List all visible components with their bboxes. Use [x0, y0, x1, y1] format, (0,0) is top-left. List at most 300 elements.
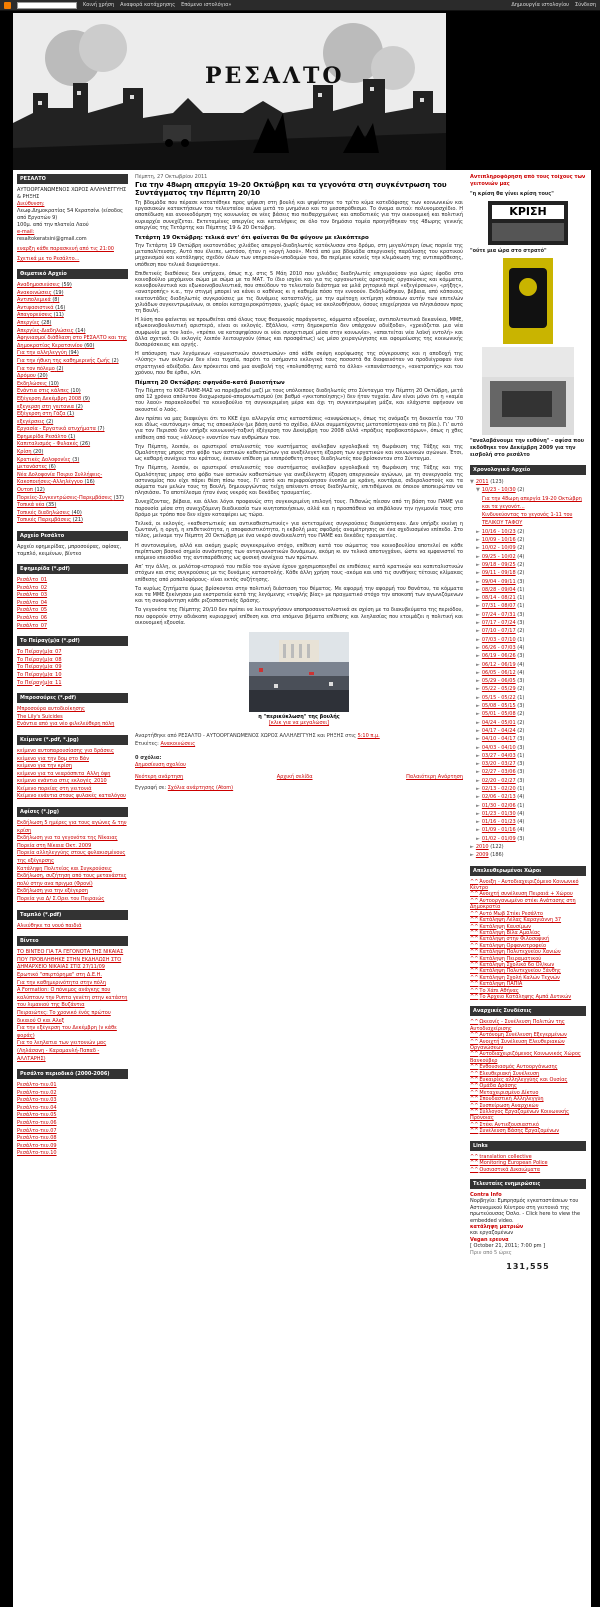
archive-range-open[interactable]: ▼ 10/23 - 10/30 (2): [476, 487, 525, 494]
archive-range-link[interactable]: 10/16 - 10/23: [481, 528, 516, 535]
archive-range[interactable]: [470, 578, 586, 586]
list-item-link[interactable]: Εκδήλωση, συζήτηση από τους μετανάστες πολύ στην ανα πριγμα (Φρονί): [17, 873, 127, 887]
list-item-link[interactable]: Πορείες-Συγκεντρώσεις-Παρεμβάσεις: [17, 494, 113, 501]
collapse-triangle-icon[interactable]: ►: [470, 852, 474, 859]
archive-range-link[interactable]: 04/24 - 05/01: [481, 719, 516, 726]
collapse-triangle-icon[interactable]: ►: [476, 586, 480, 593]
poster-responsibility-image[interactable]: [482, 347, 574, 435]
list-item[interactable]: [470, 1039, 586, 1052]
blog-title[interactable]: ΡΕΣΑΛΤΟ: [205, 63, 345, 89]
list-item-link[interactable]: Ενθουσιασμός Αυτοοργάνωσης: [479, 1064, 558, 1071]
collapse-triangle-icon[interactable]: ►: [476, 761, 480, 768]
list-item-link[interactable]: Κείμενο ενάντια στους φυλακές καταλόγου: [17, 793, 126, 800]
list-item[interactable]: [17, 396, 128, 404]
list-item-link[interactable]: Ρεσάλτο_05: [17, 607, 48, 614]
list-item[interactable]: [17, 449, 128, 457]
collapse-triangle-icon[interactable]: ►: [470, 844, 474, 851]
list-item-link[interactable]: Κείμενο πορείας στη γειτονιά: [17, 785, 92, 792]
list-item-link[interactable]: Ερωτικό "σπιρτόρημα" στη Δ.Ε.Η.: [17, 971, 102, 978]
list-item-link[interactable]: κείμενο για την κρίση: [17, 763, 72, 770]
list-item-link[interactable]: Κατάληψη Ορφανοτροφείο: [479, 942, 547, 949]
list-item-link[interactable]: Κατάληψη Βίλα Αμαλίας: [479, 929, 541, 936]
archive-range[interactable]: [470, 594, 586, 602]
activity-source-link[interactable]: κατάληψη ματριών: [470, 1223, 524, 1230]
archive-range[interactable]: [470, 810, 586, 818]
collapse-triangle-icon[interactable]: ►: [476, 810, 480, 817]
list-item-link[interactable]: Το Πείραγ(μ)α_09: [17, 664, 62, 671]
archive-range-link[interactable]: 07/10 - 07/17: [481, 628, 516, 635]
archive-range-link[interactable]: 05/08 - 05/15: [481, 703, 516, 710]
list-item-link[interactable]: κείμενο ενάντια στις εκλογές_2010: [17, 778, 107, 785]
list-item[interactable]: [17, 835, 128, 843]
list-item-link[interactable]: Ρεσάλτο_01: [17, 577, 48, 583]
list-item-link[interactable]: κείμενο για την δομ στο Βάν: [17, 755, 89, 762]
list-item[interactable]: [17, 358, 128, 366]
list-item-link[interactable]: κείμενο αυτοπαρουσίασης για δράσεις: [17, 747, 114, 754]
list-item[interactable]: [470, 1167, 586, 1173]
list-item[interactable]: [17, 778, 128, 786]
list-item-link[interactable]: Πορεία στη Νίκαια Οκτ. 2009: [17, 842, 92, 849]
list-item-link[interactable]: Κατάληψη Πολιτείας και Συγκρούσεις: [17, 865, 112, 872]
subscribe-link[interactable]: Σχόλια ανάρτησης (Atom): [167, 784, 234, 791]
list-item-link[interactable]: Αυτόνομη Συνέλευση Εξεγερμένων: [479, 1032, 567, 1039]
list-item-link[interactable]: Απεργίες-Διαδηλώσεις: [17, 327, 74, 334]
post-photo[interactable]: [249, 632, 349, 712]
archive-range-link[interactable]: 02/06 - 02/13: [481, 794, 516, 801]
list-item-link[interactable]: Ρεσάλτο_06: [17, 614, 48, 621]
expand-triangle-icon[interactable]: ▼: [470, 479, 474, 485]
list-item-link[interactable]: Εκδήλωση 5 ημέρες για τους αγώνες & την κρίση: [17, 820, 127, 834]
archive-range-link[interactable]: 04/17 - 04/24: [481, 727, 516, 734]
list-item-link[interactable]: Νέα Δολοφονία Ποιριο Συλλήψεις-Κακοποιήσεις-Αλληλέγγυο: [17, 471, 103, 486]
list-item-link[interactable]: Το Άρχειο Κατάληψης Αμπά Δυτικών: [479, 993, 572, 1000]
list-item-link[interactable]: Εξέγερση στη Γάζα: [17, 411, 66, 418]
list-item-link[interactable]: Ενάντια από για νέο φιλελεύθερη πόλη: [17, 721, 115, 728]
list-item-link[interactable]: Ρεσάλτο-τευ.03: [17, 1097, 57, 1104]
list-item[interactable]: [17, 623, 128, 631]
archive-range-link[interactable]: 01/09 - 01/16: [481, 827, 516, 834]
archive-range[interactable]: [470, 826, 586, 834]
archive-range-link[interactable]: 02/13 - 02/20: [481, 785, 516, 792]
list-item[interactable]: [17, 404, 128, 412]
list-item-link[interactable]: Εφημερίδα Ρεσάλτο: [17, 433, 67, 440]
blog-header[interactable]: [13, 13, 446, 170]
post-title[interactable]: Για την 48ωρη απεργία 19-20 Οκτώβρη και τα γεγονότα στη συγκέντρωση του Συντάγματος την Πέμπτη 20/10: [135, 181, 447, 197]
list-item-link[interactable]: Ρεσάλτο_02: [17, 584, 48, 591]
home-link[interactable]: Αρχική σελίδα: [276, 773, 313, 780]
poster-army-image[interactable]: [503, 258, 553, 344]
list-item-link[interactable]: Εκδηλώσεις: [17, 380, 47, 387]
list-item-link[interactable]: Κατάληψη ΠΑΠΙΑ: [479, 981, 523, 988]
list-item-link[interactable]: Κατάληψη Πειραματικού: [479, 955, 542, 962]
list-item[interactable]: [17, 373, 128, 381]
archive-range[interactable]: [470, 752, 586, 760]
list-item[interactable]: [470, 1051, 586, 1064]
list-item-link[interactable]: Εργασία - Εργατικά ατυχήματα: [17, 426, 96, 433]
list-item-link[interactable]: Κατάληψη Καυσίμων: [479, 923, 531, 930]
collapse-triangle-icon[interactable]: ►: [476, 661, 480, 668]
activity-source-link[interactable]: Vegan ερευνα: [470, 1236, 509, 1243]
list-item[interactable]: [17, 312, 128, 320]
archive-year-link[interactable]: 2009: [475, 852, 489, 859]
list-item[interactable]: [17, 1112, 128, 1120]
list-item[interactable]: [17, 1135, 128, 1143]
newer-post-link[interactable]: Νεότερη ανάρτηση: [135, 773, 184, 780]
archive-range-link[interactable]: 04/10 - 04/17: [481, 736, 516, 743]
archive-range-link[interactable]: 10/02 - 10/09: [481, 545, 516, 552]
list-item[interactable]: [470, 1128, 586, 1134]
list-item-link[interactable]: Το Πείραγ(μ)α_07: [17, 649, 62, 656]
list-item-link[interactable]: Ωκεανίς - Συνέλευση Πολιτών της Αυτοδιαχείρισης: [470, 1019, 565, 1032]
archive-range[interactable]: [470, 677, 586, 685]
archive-range-link[interactable]: 06/12 - 06/19: [481, 661, 516, 668]
list-item-link[interactable]: Για την καθημερινότητα στην πόλη: [17, 979, 106, 986]
list-item-link[interactable]: Τοπικές Παρεμβάσεις: [17, 517, 72, 524]
activity-source-link[interactable]: Contra Info: [470, 1191, 502, 1198]
archive-range-link[interactable]: 03/27 - 04/03: [481, 752, 516, 759]
collapse-triangle-icon[interactable]: ►: [476, 528, 480, 535]
collapse-triangle-icon[interactable]: ►: [476, 802, 480, 809]
collapse-triangle-icon[interactable]: ►: [476, 769, 480, 776]
archive-range-link[interactable]: 06/05 - 06/12: [481, 669, 516, 676]
list-item-link[interactable]: Ρεσάλτο-τευ.04: [17, 1104, 57, 1111]
list-item[interactable]: [17, 426, 128, 434]
archive-range[interactable]: [470, 652, 586, 660]
collapse-triangle-icon[interactable]: ►: [476, 570, 480, 577]
archive-year-link[interactable]: 2010: [475, 844, 489, 851]
nav-share-link[interactable]: Κοινή χρήση: [83, 2, 115, 8]
list-item-link[interactable]: Τοπικά νέα: [17, 502, 45, 509]
list-item-link[interactable]: A Formation: Ο πόνεμος ανάγκης που καλύπτουν την Ρυπτα γενέτη στην κατάστη του λιμανιού της Βυζάντια: [17, 987, 128, 1009]
collapse-triangle-icon[interactable]: ►: [476, 827, 480, 834]
collapse-triangle-icon[interactable]: ►: [476, 669, 480, 676]
list-item[interactable]: [470, 879, 586, 892]
archive-range[interactable]: [470, 586, 586, 594]
archive-year-2011[interactable]: ▼ 2011 (123): [470, 479, 504, 485]
list-item-link[interactable]: Monitoring European Police: [479, 1160, 548, 1167]
list-item[interactable]: [17, 763, 128, 771]
list-item[interactable]: [17, 949, 128, 972]
collapse-triangle-icon[interactable]: ►: [476, 537, 480, 544]
list-item[interactable]: [17, 502, 128, 510]
list-item[interactable]: [17, 680, 128, 688]
list-item[interactable]: [17, 987, 128, 1010]
list-item-link[interactable]: Ευκαιρίες αλληλεγγύης και Ουσίας: [479, 1077, 568, 1084]
list-item[interactable]: [17, 592, 128, 600]
list-item[interactable]: [17, 320, 128, 328]
collapse-triangle-icon[interactable]: ►: [476, 777, 480, 784]
list-item-link[interactable]: Ρεσάλτο-τευ.09: [17, 1142, 57, 1149]
list-item-link[interactable]: κείμενο για τα νεαρόσπιτα_Αλλη όψη: [17, 770, 111, 777]
list-item-link[interactable]: Πορεία αλληλεγγύης στους φυλακισμένους της εξέγερσης: [17, 850, 126, 865]
collapse-triangle-icon[interactable]: ►: [476, 727, 480, 734]
address-link[interactable]: Διεύθυνση:: [17, 201, 45, 207]
archive-range-link[interactable]: 01/16 - 01/23: [481, 819, 516, 826]
archive-range[interactable]: [470, 710, 586, 718]
list-item-link[interactable]: μετανάστες: [17, 464, 48, 471]
collapse-triangle-icon[interactable]: ►: [476, 578, 480, 585]
list-item-link[interactable]: Ρεσάλτο-τευ.10: [17, 1150, 57, 1157]
list-item-link[interactable]: Κρατικές Δολοφονίες: [17, 456, 71, 463]
list-item-link[interactable]: Ομάδα Δράσης: [479, 1083, 517, 1090]
collapse-triangle-icon[interactable]: ►: [476, 636, 480, 643]
list-item[interactable]: [17, 441, 128, 449]
archive-range[interactable]: [470, 702, 586, 710]
list-item[interactable]: [17, 672, 128, 680]
archive-range-link[interactable]: 09/25 - 10/02: [481, 553, 516, 560]
archive-range[interactable]: [470, 544, 586, 552]
list-item-link[interactable]: Ρεσάλτο-τευ.07: [17, 1127, 57, 1134]
list-item[interactable]: [17, 748, 128, 756]
collapse-triangle-icon[interactable]: ►: [476, 628, 480, 635]
archive-post-link[interactable]: Κινδυνεύοντας το γεγονός 1-11 του ΤΕΛΙΚΟΥ ΤΑΦΟΥ: [482, 512, 573, 527]
list-item-link[interactable]: Απαγορεύσεις: [17, 312, 53, 319]
list-item-link[interactable]: Πειραιώτες: Το χρονικό ένός πρώτου δικαιού Ο και Αλεξ: [17, 1009, 111, 1024]
blog-search-input[interactable]: [17, 2, 77, 9]
list-item-link[interactable]: The Lily's Suicides: [17, 713, 63, 720]
collapse-triangle-icon[interactable]: ►: [476, 703, 480, 710]
collapse-triangle-icon[interactable]: ►: [476, 611, 480, 618]
list-item[interactable]: [17, 972, 128, 980]
blogger-logo-icon[interactable]: [4, 2, 11, 9]
collapse-triangle-icon[interactable]: ►: [476, 711, 480, 718]
archive-range[interactable]: [470, 602, 586, 610]
list-item[interactable]: [17, 850, 128, 865]
list-item-link[interactable]: Κρίση: [17, 449, 32, 456]
archive-range-link[interactable]: 07/03 - 07/10: [481, 636, 516, 643]
collapse-triangle-icon[interactable]: ►: [476, 744, 480, 751]
list-item-link[interactable]: Σπουδαστική Αλληλεγγύη: [479, 1096, 544, 1103]
collapse-triangle-icon[interactable]: ►: [476, 678, 480, 685]
list-item[interactable]: [17, 335, 128, 350]
archive-range[interactable]: [470, 627, 586, 635]
list-item[interactable]: [470, 1109, 586, 1122]
list-item-link[interactable]: Σύλλογος Εργαζομένων Κοινωνικής Πρόνοιας: [470, 1109, 570, 1122]
activity-text[interactable]: και εργαζομένων: [470, 1230, 514, 1237]
collapse-triangle-icon[interactable]: ►: [476, 545, 480, 552]
archive-range-link[interactable]: 09/11 - 09/18: [481, 570, 516, 577]
list-item-link[interactable]: εξεγερση στη γειτονια: [17, 403, 75, 410]
archive-range[interactable]: [470, 760, 586, 768]
list-item[interactable]: [17, 756, 128, 764]
list-item-link[interactable]: Ουτοπ: [17, 487, 33, 494]
nav-next-blog-link[interactable]: Επόμενο ιστολόγιο»: [181, 2, 232, 8]
list-item-link[interactable]: Κατάληψη Σχολικό 6ο Ολ/κων: [479, 961, 555, 968]
collapse-triangle-icon[interactable]: ►: [476, 603, 480, 610]
archive-range[interactable]: [470, 744, 586, 752]
nav-report-link[interactable]: Αναφορά κατάχρησης: [120, 2, 176, 8]
list-item[interactable]: [17, 350, 128, 358]
list-item-link[interactable]: ΤΟ ΒΙΝΤΕΟ ΓΙΑ ΤΑ ΓΕΓΟΝΟΤΑ ΤΗΣ ΝΙΚΑΙΑΣ ΠΟΥ ΠΡΟΒΛΗΘΗΚΕ ΣΤΗΝ ΕΚΔΗΛΩΣΗ ΣΤΟ ΔΗΜΑΡΧΕΙΟ ΝΙΚΑΙΑΣ ΣΤΙΣ 27/11/09: [17, 949, 124, 971]
activity-text[interactable]: Νορβηγία: Εμπρησμός εγκαταστάσεων του Αστυνομικού Κέντρου στη γειτονιά της πρωτεύουσας Όσλο. - Click here to view the embedded video.: [470, 1198, 581, 1224]
collapse-triangle-icon[interactable]: ►: [476, 595, 480, 602]
collapse-triangle-icon[interactable]: ►: [476, 752, 480, 759]
archive-year[interactable]: [470, 851, 586, 859]
collapse-triangle-icon[interactable]: ►: [476, 644, 480, 651]
list-item-link[interactable]: Αντιπολεμικά: [17, 297, 51, 304]
archive-range[interactable]: [470, 569, 586, 577]
list-item[interactable]: [17, 517, 128, 525]
list-item-link[interactable]: Για την εξέγερση του Δεκέμβρη (ν κάθε φοράς): [17, 1025, 117, 1039]
email-link[interactable]: e-mail:: [17, 229, 35, 235]
list-item-link[interactable]: εξεγέρσεις: [17, 418, 45, 425]
list-item[interactable]: [17, 282, 128, 290]
archive-range-link[interactable]: 02/20 - 02/27: [481, 777, 516, 784]
list-item-link[interactable]: Ρεσάλτο-τευ.05: [17, 1112, 57, 1119]
collapse-triangle-icon[interactable]: ►: [476, 553, 480, 560]
list-item[interactable]: [17, 615, 128, 623]
archive-range[interactable]: [470, 719, 586, 727]
archive-range[interactable]: [470, 768, 586, 776]
collapse-triangle-icon[interactable]: ►: [476, 686, 480, 693]
list-item-link[interactable]: Αφηνιασμοί διάθλαση στο ΡΕΣΑΛΤΟ και της Δημοκρατίας Κερατσινίου: [17, 335, 127, 349]
list-item-link[interactable]: Κατάληψη Σχολή Καλών Τεχνών: [479, 974, 560, 981]
list-item[interactable]: [17, 721, 128, 729]
list-item-link[interactable]: Ελευθεριακή Συνέλευση: [479, 1070, 540, 1077]
list-item[interactable]: [17, 888, 128, 896]
list-item[interactable]: [17, 1097, 128, 1105]
list-item[interactable]: [17, 793, 128, 801]
list-item-link[interactable]: Ρεσάλτο_07: [17, 622, 48, 629]
poster-crisis-image[interactable]: [488, 201, 568, 245]
archive-range-link[interactable]: 09/18 - 09/25: [481, 561, 516, 568]
list-item-link[interactable]: Συσπείρωση Αναρχικών: [479, 1102, 539, 1109]
collapse-triangle-icon[interactable]: ►: [476, 653, 480, 660]
list-item-link[interactable]: Άνοιξη - Αυτοδιαχειριζόμενο Κοινωνικό Κέντρο: [470, 878, 579, 892]
archive-range-link[interactable]: 01/30 - 02/06: [481, 802, 516, 809]
list-item[interactable]: [17, 577, 128, 585]
list-item[interactable]: [17, 1150, 128, 1158]
archive-range[interactable]: [470, 619, 586, 627]
list-item-link[interactable]: Πορεία για Δ/ Σ.Ορει του Πειραιώς: [17, 896, 105, 902]
list-item[interactable]: [17, 873, 128, 888]
activity-text[interactable]: [ October 21, 2011; 7:00 pm ]: [470, 1243, 546, 1250]
list-item-link[interactable]: translation collective: [479, 1153, 532, 1160]
archive-range-link[interactable]: 07/17 - 07/24: [481, 620, 516, 627]
list-item-link[interactable]: Συνέλευση Βάσης Εργαζομένων: [479, 1128, 560, 1135]
archive-range-link[interactable]: 06/19 - 06/26: [481, 653, 516, 660]
list-item-link[interactable]: Εκδήλωση για τα γεγονότα της Νίκαιας: [17, 835, 118, 842]
archive-range-link[interactable]: 02/27 - 03/06: [481, 769, 516, 776]
list-item[interactable]: [17, 1120, 128, 1128]
archive-range-link[interactable]: 05/01 - 05/08: [481, 711, 516, 718]
list-item-link[interactable]: Αναδημοσιεύσεις: [17, 282, 60, 288]
older-post-link[interactable]: Παλαιότερη Ανάρτηση: [406, 773, 463, 780]
list-item-link[interactable]: Ρεσάλτο_04: [17, 599, 48, 606]
archive-range-link[interactable]: 07/31 - 08/07: [481, 603, 516, 610]
list-item[interactable]: [17, 649, 128, 657]
collapse-triangle-icon[interactable]: ►: [476, 835, 480, 842]
post-comment-link[interactable]: Δημοσίευση σχολίου: [135, 761, 186, 768]
list-item-link[interactable]: Καπιταλισμός - Φυλακές: [17, 441, 79, 448]
list-item[interactable]: [17, 607, 128, 615]
list-item-link[interactable]: Για το λεηλατια των γειτονιών μας (Ληλάσανη - Καραμανλή-Παπαδ - ΑΛΛΤΑΡΗΣ): [17, 1040, 107, 1062]
list-item-link[interactable]: Δρόμου: [17, 373, 36, 380]
label-link[interactable]: Ανακοινώσεις: [160, 740, 196, 747]
list-item-link[interactable]: Αλιεύθηκε τα νουό παιδιά: [17, 922, 82, 929]
list-item[interactable]: [17, 923, 128, 931]
list-item[interactable]: [17, 820, 128, 835]
collapse-triangle-icon[interactable]: ►: [476, 694, 480, 701]
post-time-link[interactable]: 5:10 π.μ.: [357, 732, 380, 739]
list-item-link[interactable]: Ενάντια στις κάλπες: [17, 388, 69, 395]
list-item[interactable]: [17, 464, 128, 472]
list-item-link[interactable]: Κατάληψη στην Φιλοσοφική: [479, 936, 550, 943]
archive-range-link[interactable]: 09/04 - 09/11: [481, 578, 516, 585]
list-item-link[interactable]: Το Πείραγ(μ)α_11: [17, 679, 62, 686]
nav-create-blog-link[interactable]: Δημιουργία ιστολογίου: [511, 2, 570, 8]
archive-range[interactable]: [470, 685, 586, 693]
list-item[interactable]: [17, 1025, 128, 1040]
archive-range-link[interactable]: 05/29 - 06/05: [481, 678, 516, 685]
list-item[interactable]: [17, 388, 128, 396]
archive-range-link[interactable]: 01/23 - 01/30: [481, 810, 516, 817]
list-item-link[interactable]: Στέκι Αντιεξουσιαστικό: [479, 1121, 539, 1128]
list-item[interactable]: [470, 994, 586, 1000]
archive-range[interactable]: [470, 536, 586, 544]
archive-range[interactable]: [470, 561, 586, 569]
list-item-link[interactable]: Κατάληψη Λέλας Καραγιάννη 37: [479, 917, 562, 924]
list-item-link[interactable]: Το Πείραγ(μ)α_10: [17, 671, 62, 678]
collapse-triangle-icon[interactable]: ►: [476, 719, 480, 726]
archive-range[interactable]: [470, 694, 586, 702]
archive-range[interactable]: [470, 644, 586, 652]
list-item-link[interactable]: Αυτοοργανωμένο στέκι Ανάτασης στη Δημοκρατία: [470, 897, 576, 911]
list-item[interactable]: [17, 1040, 128, 1063]
archive-range-link[interactable]: 04/03 - 04/10: [481, 744, 516, 751]
list-item-link[interactable]: Ανοιχτή Συνέλευση Ελευθεριακών Οργανώσεων: [470, 1038, 565, 1051]
collapse-triangle-icon[interactable]: ►: [476, 794, 480, 801]
collapse-triangle-icon[interactable]: ►: [476, 819, 480, 826]
list-item-link[interactable]: Το Χάπι Αθήνας: [479, 987, 519, 994]
about-more-link[interactable]: Σχετικά με το Ρεσάλτο...: [17, 256, 80, 262]
expand-triangle-icon[interactable]: ▼: [476, 487, 480, 494]
list-item-link[interactable]: Το Πείραγ(μ)α_08: [17, 656, 62, 663]
archive-range[interactable]: [470, 802, 586, 810]
archive-range-link[interactable]: 05/22 - 05/29: [481, 686, 516, 693]
list-item[interactable]: [17, 366, 128, 374]
list-item-link[interactable]: Αυτοδιαχειριζόμενος Κοινωνικός Χώρος Βανκούβερ: [470, 1051, 581, 1064]
list-item-link[interactable]: Κατάληψη Πολυτεχνείου Ξάνθης: [479, 968, 561, 975]
list-item-link[interactable]: Ρεσάλτο-τευ.08: [17, 1135, 57, 1142]
list-item-link[interactable]: Απεργίες: [17, 319, 40, 326]
list-item[interactable]: [17, 411, 128, 419]
archive-range[interactable]: [470, 727, 586, 735]
list-item-link[interactable]: Αντιφασιστικά: [17, 304, 54, 311]
collapse-triangle-icon[interactable]: ►: [476, 785, 480, 792]
archive-range[interactable]: [470, 818, 586, 826]
archive-range[interactable]: [470, 611, 586, 619]
archive-range[interactable]: [470, 528, 586, 536]
archive-range[interactable]: [470, 669, 586, 677]
list-item-link[interactable]: Ανοιχτή συνέλευση Πειραιά + Χώρου: [479, 891, 573, 898]
archive-post-link[interactable]: Για την 48ωρη απεργία 19-20 Οκτώβρη και τα γεγονότ...: [482, 495, 582, 510]
archive-range-link[interactable]: 07/24 - 07/31: [481, 611, 516, 618]
list-item-link[interactable]: Ρεσάλτο_03: [17, 592, 48, 599]
collapse-triangle-icon[interactable]: ►: [476, 561, 480, 568]
archive-range[interactable]: [470, 553, 586, 561]
list-item[interactable]: [470, 1019, 586, 1032]
list-item-link[interactable]: Ρεσάλτο-τευ.06: [17, 1120, 57, 1127]
archive-range-link[interactable]: 01/02 - 01/09: [481, 835, 516, 842]
archive-range[interactable]: [470, 793, 586, 801]
archive-range[interactable]: [470, 735, 586, 743]
list-item-link[interactable]: Αυτό Μωβ Στέκι Ρεσάλτο: [479, 910, 543, 917]
opening-hours-link[interactable]: εναρξη κάθε παρασκευή από τις 21:00: [17, 246, 114, 252]
list-item-link[interactable]: Ουσιαστικά Δικαιώματα: [479, 1166, 541, 1173]
list-item[interactable]: [17, 1082, 128, 1090]
list-item-link[interactable]: Για τον πόλεμο: [17, 365, 55, 372]
